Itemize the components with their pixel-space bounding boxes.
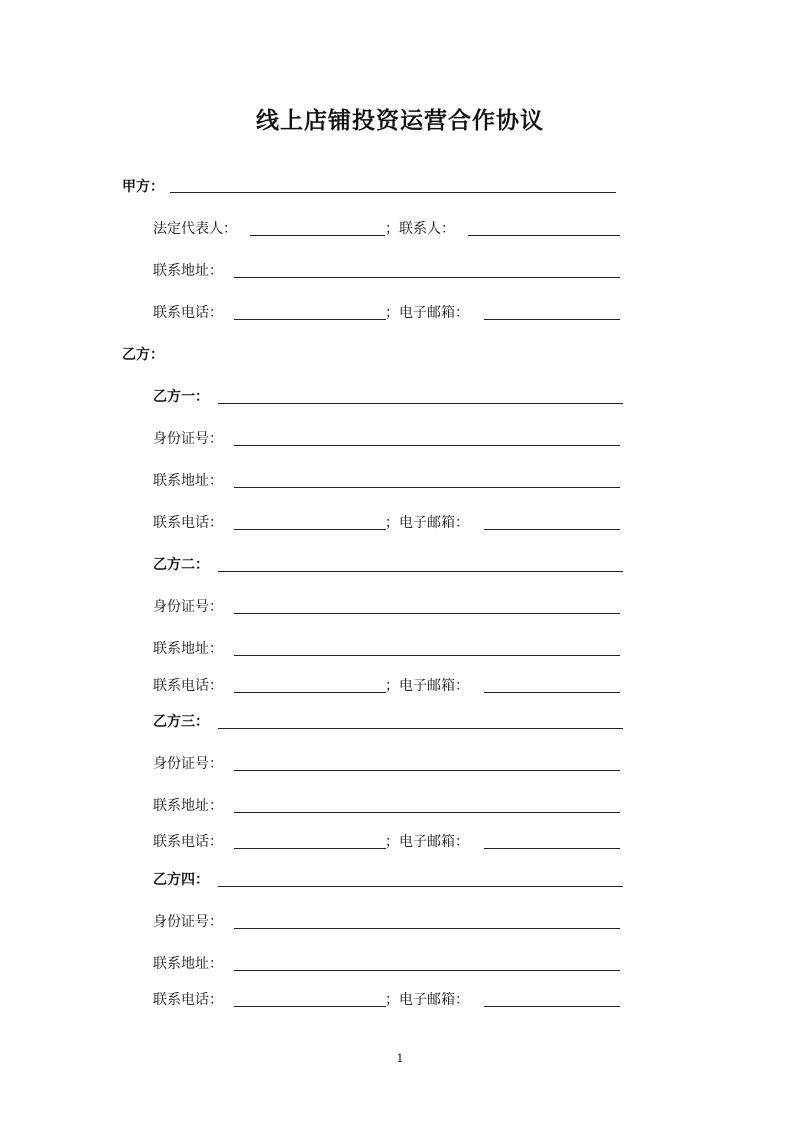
party-a-label: 甲方：: [122, 179, 164, 195]
party-b4-phone-field[interactable]: [234, 1006, 386, 1007]
party-b2-email-label: ；电子邮箱：: [385, 678, 469, 694]
party-b2-address-field[interactable]: [234, 655, 620, 656]
party-b1-id-field[interactable]: [234, 445, 620, 446]
party-b2-phone-label: 联系电话：: [153, 678, 223, 694]
party-b1-phone-field[interactable]: [234, 529, 386, 530]
party-b1-id-label: 身份证号：: [153, 431, 223, 447]
party-b4-address-label: 联系地址：: [153, 956, 223, 972]
legal-rep-field[interactable]: [250, 235, 385, 236]
party-b4-email-label: ；电子邮箱：: [385, 992, 469, 1008]
party-b3-address-field[interactable]: [234, 812, 620, 813]
party-b3-id-field[interactable]: [234, 770, 620, 771]
party-a-address-field[interactable]: [234, 277, 620, 278]
party-b2-id-field[interactable]: [234, 613, 620, 614]
party-b2-id-label: 身份证号：: [153, 599, 223, 615]
party-a-email-label: ；电子邮箱：: [385, 305, 469, 321]
party-b1-address-label: 联系地址：: [153, 473, 223, 489]
party-b2-label: 乙方二：: [153, 557, 209, 573]
party-b3-name-field[interactable]: [218, 728, 623, 729]
page-number: 1: [396, 1052, 404, 1065]
party-b3-email-field[interactable]: [484, 848, 620, 849]
party-b3-address-label: 联系地址：: [153, 798, 223, 814]
party-b4-id-label: 身份证号：: [153, 914, 223, 930]
party-b3-id-label: 身份证号：: [153, 756, 223, 772]
party-a-email-field[interactable]: [484, 319, 620, 320]
party-b2-phone-field[interactable]: [234, 692, 386, 693]
contact-person-field[interactable]: [468, 235, 620, 236]
party-b1-phone-label: 联系电话：: [153, 515, 223, 531]
party-b3-phone-label: 联系电话：: [153, 834, 223, 850]
party-b-label: 乙方：: [122, 347, 164, 363]
party-b3-phone-field[interactable]: [234, 848, 386, 849]
party-b4-name-field[interactable]: [218, 886, 623, 887]
party-b2-address-label: 联系地址：: [153, 641, 223, 657]
party-b4-email-field[interactable]: [484, 1006, 620, 1007]
party-b1-email-field[interactable]: [484, 529, 620, 530]
party-a-phone-field[interactable]: [234, 319, 386, 320]
legal-rep-label: 法定代表人：: [153, 221, 237, 237]
party-b2-name-field[interactable]: [218, 571, 623, 572]
document-title: 线上店铺投资运营合作协议: [256, 108, 544, 134]
party-b2-email-field[interactable]: [484, 692, 620, 693]
party-b4-address-field[interactable]: [234, 970, 620, 971]
party-a-name-field[interactable]: [170, 192, 616, 193]
party-b3-email-label: ；电子邮箱：: [385, 834, 469, 850]
party-b4-label: 乙方四：: [153, 872, 209, 888]
party-b1-name-field[interactable]: [218, 403, 623, 404]
party-b1-address-field[interactable]: [234, 487, 620, 488]
contact-person-label: ；联系人：: [385, 221, 455, 237]
party-b3-label: 乙方三：: [153, 714, 209, 730]
party-b4-phone-label: 联系电话：: [153, 992, 223, 1008]
party-b4-id-field[interactable]: [234, 928, 620, 929]
party-a-phone-label: 联系电话：: [153, 305, 223, 321]
party-b1-email-label: ；电子邮箱：: [385, 515, 469, 531]
party-a-address-label: 联系地址：: [153, 263, 223, 279]
party-b1-label: 乙方一：: [153, 389, 209, 405]
